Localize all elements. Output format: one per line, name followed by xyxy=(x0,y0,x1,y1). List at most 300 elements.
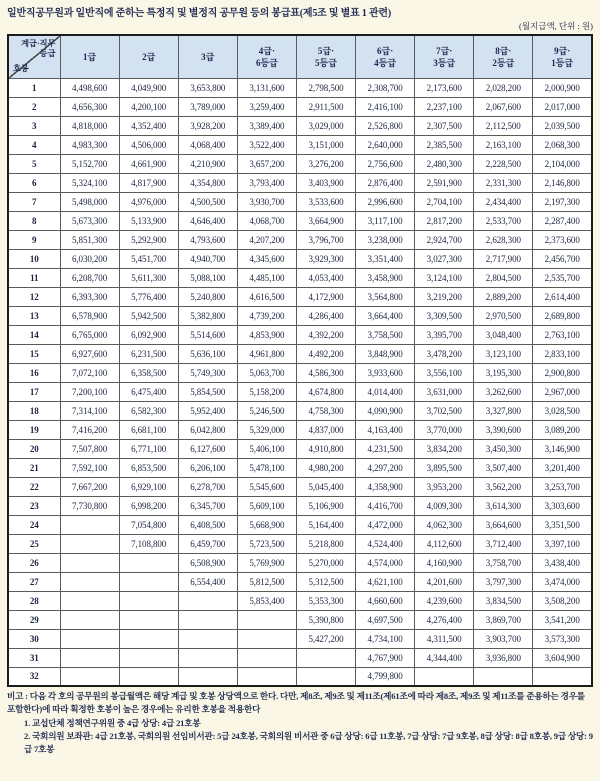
salary-cell: 4,201,600 xyxy=(415,572,474,591)
salary-cell: 6,127,600 xyxy=(178,439,237,458)
step-cell: 6 xyxy=(8,173,60,192)
salary-cell: 2,000,900 xyxy=(533,78,592,97)
salary-cell: 4,344,400 xyxy=(415,648,474,667)
step-cell: 29 xyxy=(8,610,60,629)
table-row xyxy=(8,629,592,648)
salary-cell: 4,200,100 xyxy=(119,97,178,116)
salary-cell: 3,664,600 xyxy=(474,515,533,534)
salary-cell: 4,068,700 xyxy=(237,211,296,230)
salary-cell: 3,564,800 xyxy=(356,287,415,306)
salary-cell: 4,837,000 xyxy=(296,420,355,439)
salary-cell: 5,382,800 xyxy=(178,306,237,325)
salary-cell: 7,416,200 xyxy=(60,420,119,439)
step-cell: 17 xyxy=(8,382,60,401)
salary-cell: 3,458,900 xyxy=(356,268,415,287)
table-row xyxy=(8,287,592,306)
salary-cell: 5,451,700 xyxy=(119,249,178,268)
salary-cell: 4,416,700 xyxy=(356,496,415,515)
step-cell: 24 xyxy=(8,515,60,534)
table-row xyxy=(8,268,592,287)
salary-cell: 3,303,600 xyxy=(533,496,592,515)
salary-cell: 5,312,500 xyxy=(296,572,355,591)
salary-cell: 3,869,700 xyxy=(474,610,533,629)
salary-cell: 2,798,500 xyxy=(296,78,355,97)
salary-cell: 7,507,800 xyxy=(60,439,119,458)
salary-cell: 2,028,200 xyxy=(474,78,533,97)
salary-cell: 5,246,500 xyxy=(237,401,296,420)
salary-cell: 5,158,200 xyxy=(237,382,296,401)
salary-cell: 3,789,000 xyxy=(178,97,237,116)
table-row xyxy=(8,211,592,230)
salary-cell: 4,818,000 xyxy=(60,116,119,135)
table-row xyxy=(8,363,592,382)
remark-main xyxy=(7,690,593,717)
page-title: 일반직공무원과 일반직에 준하는 특정직 및 별정직 공무원 등의 봉급표(제5조 및 별표 1 관련) xyxy=(7,8,392,19)
salary-cell: 4,392,200 xyxy=(296,325,355,344)
column-header-5: 5급· 5등급 xyxy=(296,35,355,78)
corner-label-step: 호봉 xyxy=(13,64,29,74)
salary-cell: 3,929,300 xyxy=(296,249,355,268)
salary-cell: 3,089,200 xyxy=(533,420,592,439)
salary-cell: 2,480,300 xyxy=(415,154,474,173)
salary-cell: 7,314,100 xyxy=(60,401,119,420)
salary-cell: 5,749,300 xyxy=(178,363,237,382)
salary-cell: 3,928,200 xyxy=(178,116,237,135)
salary-cell: 6,358,500 xyxy=(119,363,178,382)
salary-cell: 4,160,900 xyxy=(415,553,474,572)
salary-cell: 4,734,100 xyxy=(356,629,415,648)
salary-cell: 5,853,400 xyxy=(237,591,296,610)
salary-cell: 5,270,000 xyxy=(296,553,355,572)
salary-cell: 4,112,600 xyxy=(415,534,474,553)
salary-cell xyxy=(119,629,178,648)
salary-cell: 3,507,400 xyxy=(474,458,533,477)
step-cell: 9 xyxy=(8,230,60,249)
salary-cell: 3,474,000 xyxy=(533,572,592,591)
step-cell: 3 xyxy=(8,116,60,135)
salary-cell: 4,983,300 xyxy=(60,135,119,154)
salary-cell: 2,434,400 xyxy=(474,192,533,211)
step-cell: 21 xyxy=(8,458,60,477)
salary-cell: 4,980,200 xyxy=(296,458,355,477)
remark-item-1: 1. 교섭단체 정책연구위원 중 4급 상당: 4급 21호봉 xyxy=(24,717,201,728)
salary-cell: 4,311,500 xyxy=(415,629,474,648)
salary-cell xyxy=(178,648,237,667)
salary-cell: 4,049,900 xyxy=(119,78,178,97)
salary-cell: 4,817,900 xyxy=(119,173,178,192)
salary-cell: 5,329,000 xyxy=(237,420,296,439)
salary-cell: 2,068,300 xyxy=(533,135,592,154)
salary-cell: 5,427,200 xyxy=(296,629,355,648)
salary-cell: 3,770,000 xyxy=(415,420,474,439)
salary-cell: 4,506,000 xyxy=(119,135,178,154)
step-cell: 16 xyxy=(8,363,60,382)
salary-cell: 3,758,700 xyxy=(474,553,533,572)
salary-cell: 3,028,500 xyxy=(533,401,592,420)
salary-cell: 3,834,200 xyxy=(415,439,474,458)
step-cell: 32 xyxy=(8,667,60,686)
table-row xyxy=(8,667,592,686)
salary-cell: 6,345,700 xyxy=(178,496,237,515)
step-cell: 20 xyxy=(8,439,60,458)
salary-cell xyxy=(474,667,533,686)
step-cell: 15 xyxy=(8,344,60,363)
table-row xyxy=(8,648,592,667)
salary-cell: 4,062,300 xyxy=(415,515,474,534)
salary-cell: 2,146,800 xyxy=(533,173,592,192)
step-cell: 28 xyxy=(8,591,60,610)
salary-cell: 3,522,400 xyxy=(237,135,296,154)
salary-cell: 2,307,500 xyxy=(415,116,474,135)
salary-cell: 5,478,100 xyxy=(237,458,296,477)
table-row xyxy=(8,344,592,363)
column-header-6: 6급· 4등급 xyxy=(356,35,415,78)
salary-cell: 2,287,400 xyxy=(533,211,592,230)
salary-cell: 4,574,000 xyxy=(356,553,415,572)
table-row xyxy=(8,192,592,211)
salary-cell: 3,395,700 xyxy=(415,325,474,344)
salary-cell: 2,416,100 xyxy=(356,97,415,116)
salary-cell: 2,173,600 xyxy=(415,78,474,97)
salary-cell: 6,853,500 xyxy=(119,458,178,477)
salary-cell: 2,924,700 xyxy=(415,230,474,249)
salary-cell: 4,207,200 xyxy=(237,230,296,249)
salary-cell: 3,573,300 xyxy=(533,629,592,648)
salary-cell: 4,286,400 xyxy=(296,306,355,325)
table-row xyxy=(8,249,592,268)
salary-cell xyxy=(237,629,296,648)
salary-cell: 4,976,000 xyxy=(119,192,178,211)
salary-cell xyxy=(119,610,178,629)
salary-cell: 3,653,800 xyxy=(178,78,237,97)
salary-cell: 4,661,900 xyxy=(119,154,178,173)
salary-cell: 3,276,200 xyxy=(296,154,355,173)
salary-cell: 6,408,500 xyxy=(178,515,237,534)
salary-cell: 4,739,200 xyxy=(237,306,296,325)
salary-cell: 6,475,400 xyxy=(119,382,178,401)
salary-cell: 7,667,200 xyxy=(60,477,119,496)
salary-cell: 2,889,200 xyxy=(474,287,533,306)
salary-cell: 6,771,100 xyxy=(119,439,178,458)
salary-cell: 3,309,500 xyxy=(415,306,474,325)
salary-cell: 2,163,100 xyxy=(474,135,533,154)
salary-cell: 3,541,200 xyxy=(533,610,592,629)
salary-cell: 3,438,400 xyxy=(533,553,592,572)
step-cell: 1 xyxy=(8,78,60,97)
salary-cell: 4,524,400 xyxy=(356,534,415,553)
salary-cell: 2,533,700 xyxy=(474,211,533,230)
salary-cell: 4,853,900 xyxy=(237,325,296,344)
table-row xyxy=(8,401,592,420)
column-header-9: 9급· 1등급 xyxy=(533,35,592,78)
salary-cell xyxy=(60,534,119,553)
corner-cell xyxy=(8,35,60,78)
salary-cell: 3,533,600 xyxy=(296,192,355,211)
salary-cell: 4,068,400 xyxy=(178,135,237,154)
column-header-2: 2급 xyxy=(119,35,178,78)
salary-cell: 7,730,800 xyxy=(60,496,119,515)
salary-cell: 3,953,200 xyxy=(415,477,474,496)
salary-cell: 6,042,800 xyxy=(178,420,237,439)
salary-cell: 2,833,100 xyxy=(533,344,592,363)
salary-cell: 3,403,900 xyxy=(296,173,355,192)
salary-cell: 3,631,000 xyxy=(415,382,474,401)
step-cell: 18 xyxy=(8,401,60,420)
salary-cell: 2,628,300 xyxy=(474,230,533,249)
table-row xyxy=(8,306,592,325)
salary-cell: 2,067,600 xyxy=(474,97,533,116)
table-row xyxy=(8,173,592,192)
salary-cell: 6,092,900 xyxy=(119,325,178,344)
salary-cell: 2,756,600 xyxy=(356,154,415,173)
table-row xyxy=(8,458,592,477)
salary-cell: 7,054,800 xyxy=(119,515,178,534)
salary-cell: 5,164,400 xyxy=(296,515,355,534)
step-cell: 12 xyxy=(8,287,60,306)
salary-cell: 2,704,100 xyxy=(415,192,474,211)
table-row xyxy=(8,230,592,249)
salary-cell: 2,456,700 xyxy=(533,249,592,268)
salary-cell: 2,039,500 xyxy=(533,116,592,135)
salary-cell: 4,660,600 xyxy=(356,591,415,610)
salary-cell: 5,769,900 xyxy=(237,553,296,572)
salary-cell: 6,681,100 xyxy=(119,420,178,439)
table-row xyxy=(8,325,592,344)
salary-cell: 5,353,300 xyxy=(296,591,355,610)
salary-cell: 3,351,500 xyxy=(533,515,592,534)
salary-cell: 5,854,500 xyxy=(178,382,237,401)
remark-label: 비고 : xyxy=(7,691,30,701)
step-cell: 31 xyxy=(8,648,60,667)
step-cell: 25 xyxy=(8,534,60,553)
step-cell: 23 xyxy=(8,496,60,515)
salary-cell: 3,123,100 xyxy=(474,344,533,363)
salary-cell: 4,231,500 xyxy=(356,439,415,458)
salary-cell: 6,582,300 xyxy=(119,401,178,420)
salary-cell: 4,210,900 xyxy=(178,154,237,173)
salary-cell: 4,163,400 xyxy=(356,420,415,439)
salary-cell: 2,817,200 xyxy=(415,211,474,230)
salary-cell: 3,758,500 xyxy=(356,325,415,344)
salary-cell: 3,397,100 xyxy=(533,534,592,553)
salary-cell: 2,385,500 xyxy=(415,135,474,154)
salary-cell: 3,657,200 xyxy=(237,154,296,173)
salary-cell: 5,106,900 xyxy=(296,496,355,515)
salary-cell xyxy=(296,667,355,686)
step-cell: 19 xyxy=(8,420,60,439)
corner-label-grade: 계급·직무 등급 xyxy=(21,39,56,59)
salary-cell: 4,500,500 xyxy=(178,192,237,211)
salary-cell xyxy=(178,629,237,648)
table-row xyxy=(8,534,592,553)
step-cell: 14 xyxy=(8,325,60,344)
salary-cell: 3,664,900 xyxy=(296,211,355,230)
salary-cell: 3,848,900 xyxy=(356,344,415,363)
salary-cell: 3,604,900 xyxy=(533,648,592,667)
step-cell: 8 xyxy=(8,211,60,230)
salary-cell: 3,562,200 xyxy=(474,477,533,496)
salary-cell xyxy=(60,629,119,648)
salary-cell: 4,621,100 xyxy=(356,572,415,591)
salary-cell: 4,616,500 xyxy=(237,287,296,306)
salary-cell: 3,253,700 xyxy=(533,477,592,496)
column-header-3: 3급 xyxy=(178,35,237,78)
table-row xyxy=(8,439,592,458)
salary-cell: 5,812,500 xyxy=(237,572,296,591)
table-row xyxy=(8,116,592,135)
salary-cell: 3,351,400 xyxy=(356,249,415,268)
salary-cell: 2,717,900 xyxy=(474,249,533,268)
salary-cell: 4,910,800 xyxy=(296,439,355,458)
salary-cell xyxy=(60,667,119,686)
salary-cell: 4,053,400 xyxy=(296,268,355,287)
salary-cell: 3,508,200 xyxy=(533,591,592,610)
salary-cell: 2,970,500 xyxy=(474,306,533,325)
step-cell: 11 xyxy=(8,268,60,287)
salary-cell: 5,609,100 xyxy=(237,496,296,515)
salary-cell: 6,765,000 xyxy=(60,325,119,344)
salary-cell: 5,776,400 xyxy=(119,287,178,306)
salary-cell: 5,545,600 xyxy=(237,477,296,496)
salary-cell: 4,485,100 xyxy=(237,268,296,287)
salary-cell: 5,636,100 xyxy=(178,344,237,363)
salary-cell: 4,586,300 xyxy=(296,363,355,382)
salary-cell: 4,345,600 xyxy=(237,249,296,268)
salary-cell: 4,239,600 xyxy=(415,591,474,610)
salary-cell: 5,133,900 xyxy=(119,211,178,230)
salary-cell: 7,108,800 xyxy=(119,534,178,553)
table-row xyxy=(8,477,592,496)
salary-cell: 5,406,100 xyxy=(237,439,296,458)
salary-cell: 5,942,500 xyxy=(119,306,178,325)
remark-item-2: 2. 국회의원 보좌관: 4급 21호봉, 국회의원 선임비서관: 5급 24호봉, 국회의원 비서관 중 6급 상당: 6급 11호봉, 7급 상당: 7급 9호봉, 8급 상당: 8급 8호봉, 9급 상당: 9급 7호봉 xyxy=(24,730,593,755)
salary-cell xyxy=(119,553,178,572)
table-body xyxy=(8,78,592,686)
salary-cell: 2,331,300 xyxy=(474,173,533,192)
salary-cell: 5,668,900 xyxy=(237,515,296,534)
column-header-1: 1급 xyxy=(60,35,119,78)
remarks-section xyxy=(7,690,593,757)
salary-cell: 3,151,000 xyxy=(296,135,355,154)
salary-cell xyxy=(178,610,237,629)
salary-cell: 4,656,300 xyxy=(60,97,119,116)
salary-cell: 5,390,800 xyxy=(296,610,355,629)
table-row xyxy=(8,382,592,401)
salary-cell: 2,876,400 xyxy=(356,173,415,192)
salary-cell: 4,793,600 xyxy=(178,230,237,249)
salary-cell: 6,231,500 xyxy=(119,344,178,363)
salary-cell: 2,017,000 xyxy=(533,97,592,116)
table-row xyxy=(8,553,592,572)
salary-cell: 6,927,600 xyxy=(60,344,119,363)
salary-cell: 6,278,700 xyxy=(178,477,237,496)
table-row xyxy=(8,515,592,534)
salary-cell: 5,673,300 xyxy=(60,211,119,230)
salary-cell: 3,262,600 xyxy=(474,382,533,401)
salary-cell: 3,895,500 xyxy=(415,458,474,477)
salary-cell: 4,498,600 xyxy=(60,78,119,97)
salary-cell: 6,508,900 xyxy=(178,553,237,572)
salary-cell: 3,259,400 xyxy=(237,97,296,116)
salary-cell: 4,758,300 xyxy=(296,401,355,420)
step-cell: 5 xyxy=(8,154,60,173)
salary-cell: 7,592,100 xyxy=(60,458,119,477)
salary-cell: 4,767,900 xyxy=(356,648,415,667)
salary-cell: 4,354,800 xyxy=(178,173,237,192)
salary-cell: 6,459,700 xyxy=(178,534,237,553)
salary-cell xyxy=(60,591,119,610)
step-cell: 22 xyxy=(8,477,60,496)
table-row xyxy=(8,572,592,591)
salary-cell: 2,197,300 xyxy=(533,192,592,211)
salary-cell: 5,063,700 xyxy=(237,363,296,382)
salary-cell: 3,389,400 xyxy=(237,116,296,135)
salary-cell xyxy=(533,667,592,686)
salary-cell: 2,228,500 xyxy=(474,154,533,173)
salary-cell: 3,390,600 xyxy=(474,420,533,439)
salary-cell: 3,933,600 xyxy=(356,363,415,382)
salary-cell: 6,554,400 xyxy=(178,572,237,591)
table-row xyxy=(8,154,592,173)
salary-cell: 2,911,500 xyxy=(296,97,355,116)
salary-cell xyxy=(60,572,119,591)
salary-cell xyxy=(237,648,296,667)
salary-cell xyxy=(60,553,119,572)
salary-cell: 2,237,100 xyxy=(415,97,474,116)
remark-main-text: 다음 각 호의 공무원의 봉급월액은 해당 계급 및 호봉 상당액으로 한다. 다만, 제8조, 제9조 및 제11조(제61조에 따라 제8조, 제9조 및 제11조를 준용하는 경우를 포함한다)에 따라 획정한 호봉이 높은 경우에는 유리한 호봉을 적용한다 xyxy=(7,691,585,715)
step-cell: 10 xyxy=(8,249,60,268)
salary-cell: 6,998,200 xyxy=(119,496,178,515)
salary-cell: 3,048,400 xyxy=(474,325,533,344)
salary-cell: 4,276,400 xyxy=(415,610,474,629)
salary-cell: 3,936,800 xyxy=(474,648,533,667)
salary-cell: 2,900,800 xyxy=(533,363,592,382)
salary-cell xyxy=(60,648,119,667)
salary-cell: 3,834,500 xyxy=(474,591,533,610)
table-row xyxy=(8,78,592,97)
salary-cell: 2,967,000 xyxy=(533,382,592,401)
salary-cell: 7,072,100 xyxy=(60,363,119,382)
salary-cell: 5,240,800 xyxy=(178,287,237,306)
salary-cell: 2,640,000 xyxy=(356,135,415,154)
table-row xyxy=(8,591,592,610)
step-cell: 7 xyxy=(8,192,60,211)
table-row xyxy=(8,610,592,629)
salary-cell: 3,903,700 xyxy=(474,629,533,648)
salary-cell: 6,393,300 xyxy=(60,287,119,306)
salary-cell xyxy=(237,610,296,629)
step-cell: 26 xyxy=(8,553,60,572)
salary-cell: 3,219,200 xyxy=(415,287,474,306)
salary-cell: 6,578,900 xyxy=(60,306,119,325)
salary-cell: 5,088,100 xyxy=(178,268,237,287)
salary-cell xyxy=(296,648,355,667)
salary-cell: 3,027,300 xyxy=(415,249,474,268)
salary-cell: 2,804,500 xyxy=(474,268,533,287)
salary-cell: 4,961,800 xyxy=(237,344,296,363)
column-header-8: 8급· 2등급 xyxy=(474,35,533,78)
salary-cell xyxy=(119,648,178,667)
salary-cell: 5,514,600 xyxy=(178,325,237,344)
salary-cell: 2,763,100 xyxy=(533,325,592,344)
salary-cell: 2,591,900 xyxy=(415,173,474,192)
salary-cell: 3,797,300 xyxy=(474,572,533,591)
step-cell: 30 xyxy=(8,629,60,648)
salary-cell: 3,793,400 xyxy=(237,173,296,192)
salary-cell xyxy=(178,591,237,610)
salary-cell xyxy=(237,667,296,686)
salary-cell: 2,112,500 xyxy=(474,116,533,135)
